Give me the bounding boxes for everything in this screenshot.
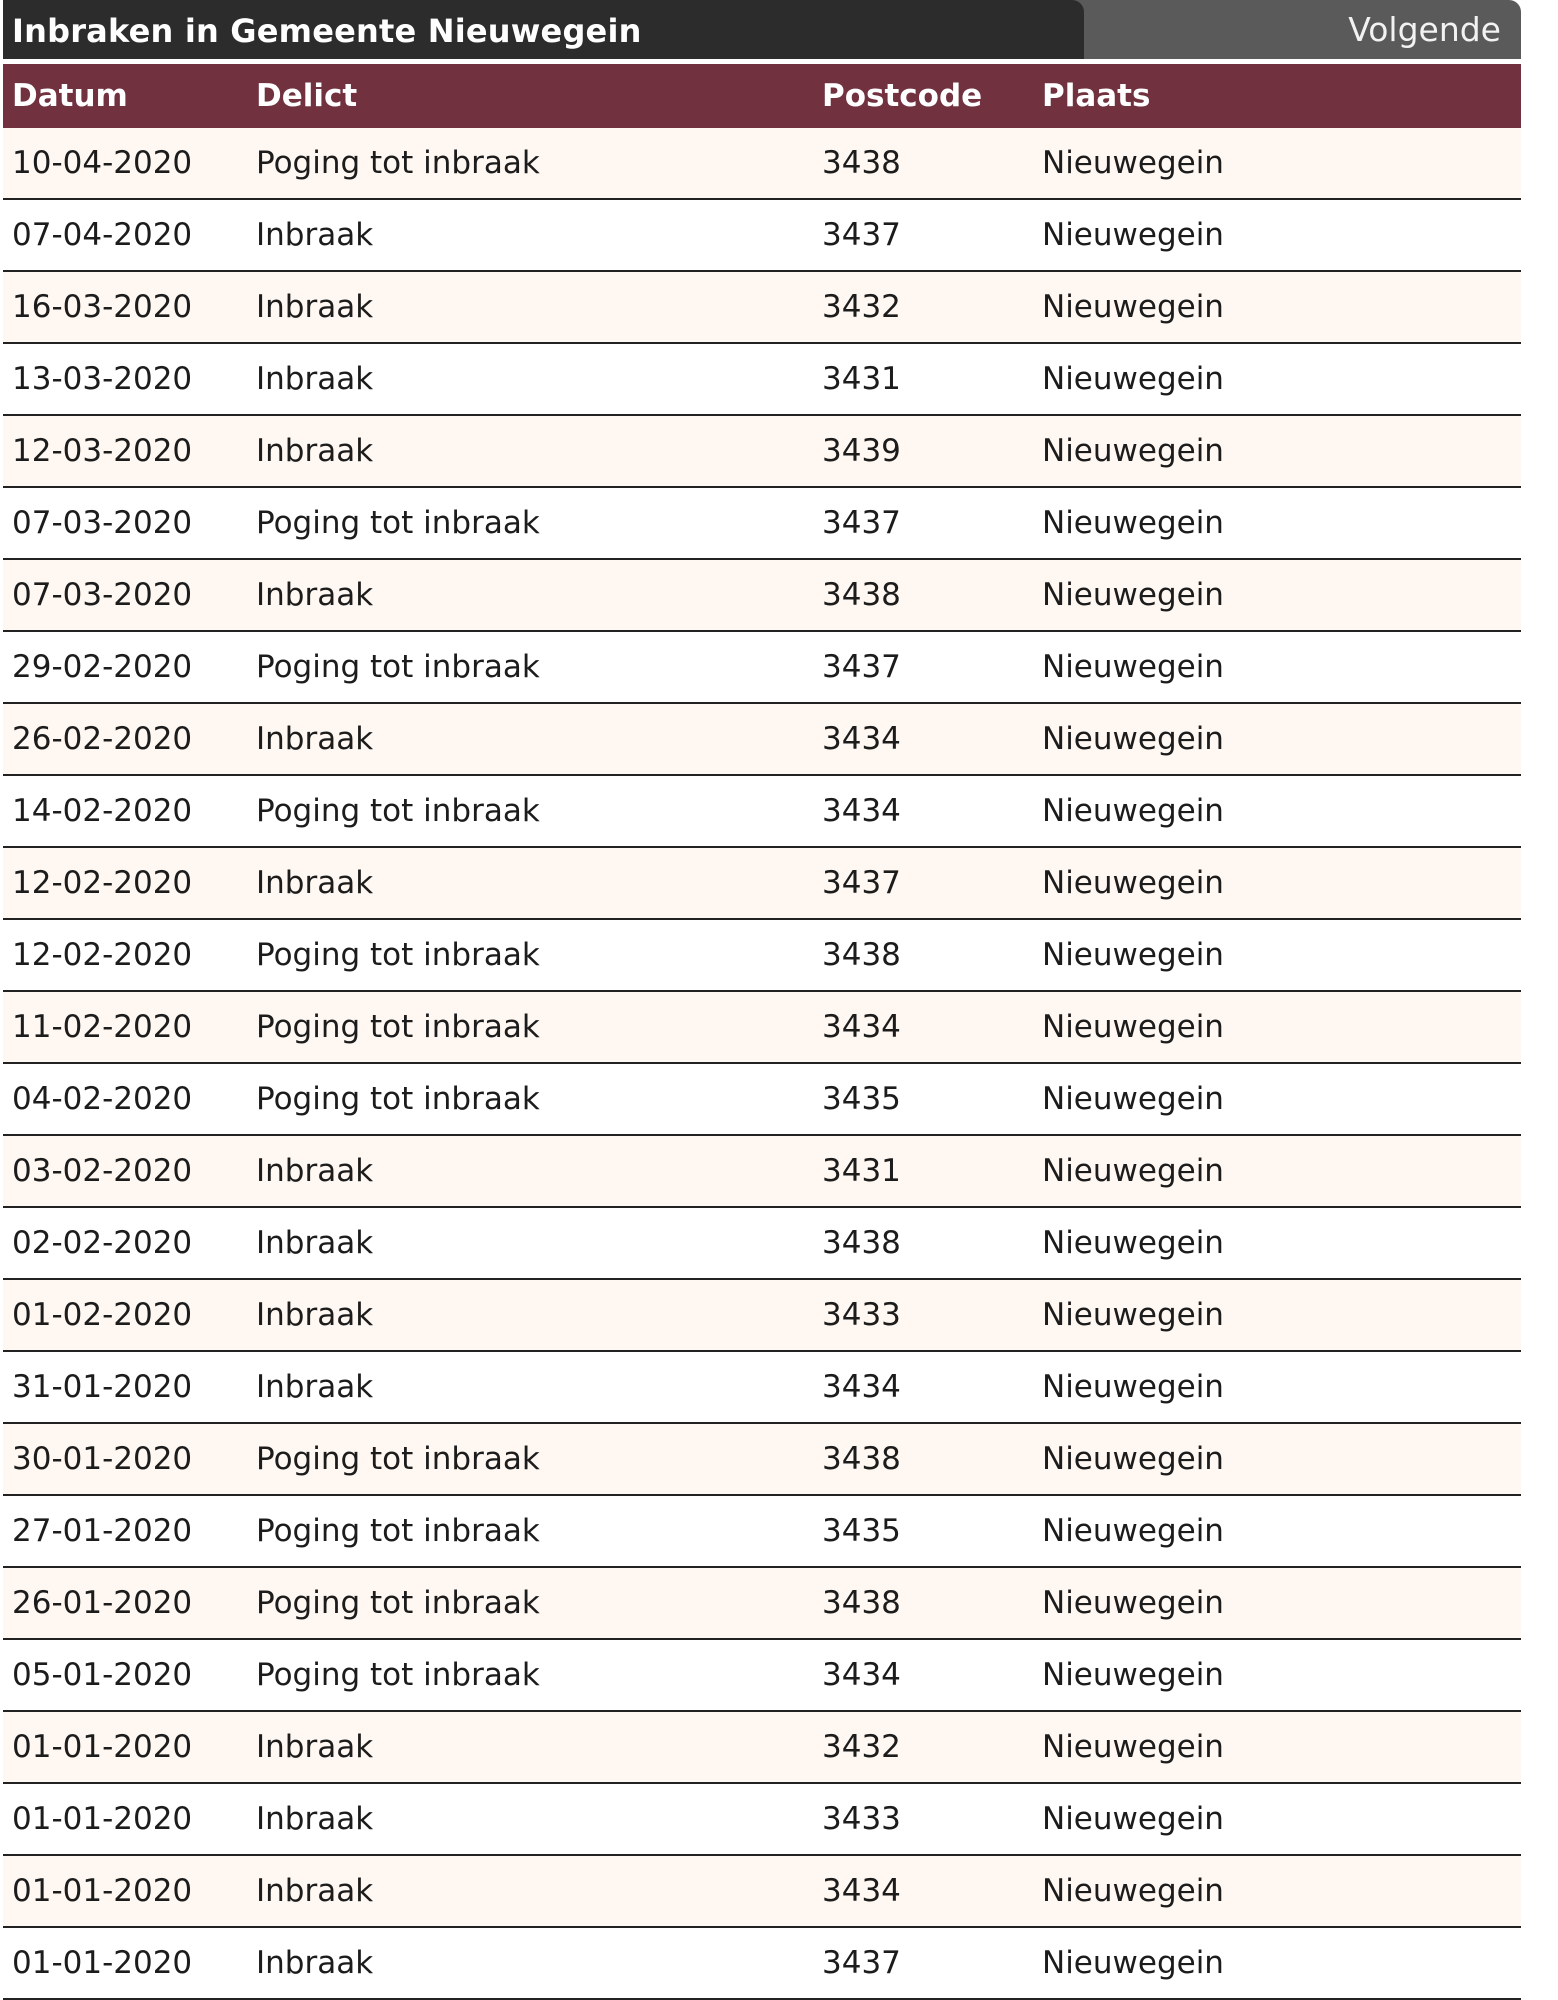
cell-plaats: Nieuwegein [1042, 1945, 1224, 1981]
cell-plaats: Nieuwegein [1042, 361, 1224, 397]
table-row [3, 1568, 1521, 1640]
cell-delict: Inbraak [256, 865, 374, 901]
table-row [3, 1496, 1521, 1568]
table-row [3, 200, 1521, 272]
table-row [3, 1784, 1521, 1856]
cell-datum: 12-02-2020 [12, 865, 193, 901]
cell-plaats: Nieuwegein [1042, 1225, 1224, 1261]
table-row [3, 344, 1521, 416]
table-row [3, 1640, 1521, 1712]
cell-postcode: 3431 [822, 1153, 901, 1189]
table-row [3, 488, 1521, 560]
cell-postcode: 3437 [822, 649, 901, 685]
table-row [3, 776, 1521, 848]
cell-delict: Inbraak [256, 361, 374, 397]
cell-postcode: 3434 [822, 793, 901, 829]
cell-plaats: Nieuwegein [1042, 1585, 1224, 1621]
cell-delict: Inbraak [256, 217, 374, 253]
cell-delict: Inbraak [256, 1225, 374, 1261]
cell-plaats: Nieuwegein [1042, 145, 1224, 181]
next-button[interactable]: Volgende [1348, 10, 1501, 49]
cell-plaats: Nieuwegein [1042, 1873, 1224, 1909]
cell-postcode: 3433 [822, 1297, 901, 1333]
cell-datum: 11-02-2020 [12, 1009, 193, 1045]
cell-postcode: 3435 [822, 1081, 901, 1117]
cell-plaats: Nieuwegein [1042, 721, 1224, 757]
cell-delict: Inbraak [256, 289, 374, 325]
cell-plaats: Nieuwegein [1042, 1297, 1224, 1333]
cell-postcode: 3434 [822, 1873, 901, 1909]
cell-delict: Poging tot inbraak [256, 1585, 540, 1621]
cell-postcode: 3438 [822, 1585, 901, 1621]
cell-postcode: 3438 [822, 145, 901, 181]
cell-delict: Poging tot inbraak [256, 505, 540, 541]
cell-plaats: Nieuwegein [1042, 1153, 1224, 1189]
cell-datum: 01-01-2020 [12, 1801, 193, 1837]
table-row [3, 848, 1521, 920]
table-row [3, 560, 1521, 632]
cell-delict: Inbraak [256, 1153, 374, 1189]
cell-delict: Poging tot inbraak [256, 649, 540, 685]
cell-plaats: Nieuwegein [1042, 217, 1224, 253]
cell-datum: 26-02-2020 [12, 721, 193, 757]
cell-postcode: 3437 [822, 505, 901, 541]
cell-postcode: 3438 [822, 1225, 901, 1261]
cell-delict: Poging tot inbraak [256, 1657, 540, 1693]
cell-postcode: 3434 [822, 1657, 901, 1693]
cell-postcode: 3438 [822, 577, 901, 613]
cell-datum: 07-03-2020 [12, 505, 193, 541]
cell-postcode: 3437 [822, 865, 901, 901]
table-row [3, 1856, 1521, 1928]
cell-datum: 31-01-2020 [12, 1369, 193, 1405]
cell-delict: Inbraak [256, 433, 374, 469]
table-row [3, 1712, 1521, 1784]
cell-datum: 29-02-2020 [12, 649, 193, 685]
cell-delict: Inbraak [256, 1873, 374, 1909]
cell-plaats: Nieuwegein [1042, 1729, 1224, 1765]
cell-delict: Poging tot inbraak [256, 793, 540, 829]
title-tab [3, 0, 1084, 59]
cell-datum: 14-02-2020 [12, 793, 193, 829]
cell-delict: Inbraak [256, 1729, 374, 1765]
table-row [3, 1280, 1521, 1352]
cell-delict: Poging tot inbraak [256, 1009, 540, 1045]
cell-datum: 01-01-2020 [12, 1729, 193, 1765]
cell-plaats: Nieuwegein [1042, 793, 1224, 829]
cell-plaats: Nieuwegein [1042, 289, 1224, 325]
cell-plaats: Nieuwegein [1042, 1081, 1224, 1117]
cell-delict: Inbraak [256, 721, 374, 757]
cell-postcode: 3431 [822, 361, 901, 397]
cell-datum: 02-02-2020 [12, 1225, 193, 1261]
table-row [3, 1352, 1521, 1424]
cell-delict: Inbraak [256, 577, 374, 613]
table-row [3, 272, 1521, 344]
table-row [3, 1208, 1521, 1280]
table-row [3, 920, 1521, 992]
cell-postcode: 3432 [822, 1729, 901, 1765]
cell-postcode: 3432 [822, 289, 901, 325]
cell-plaats: Nieuwegein [1042, 1441, 1224, 1477]
column-header-delict: Delict [256, 78, 358, 114]
cell-postcode: 3439 [822, 433, 901, 469]
cell-delict: Poging tot inbraak [256, 1513, 540, 1549]
table-row [3, 1424, 1521, 1496]
table-body [3, 128, 1521, 2000]
cell-plaats: Nieuwegein [1042, 865, 1224, 901]
table-row [3, 1064, 1521, 1136]
table-header [3, 64, 1521, 128]
page-title: Inbraken in Gemeente Nieuwegein [12, 11, 642, 50]
cell-postcode: 3435 [822, 1513, 901, 1549]
title-bar [3, 0, 1521, 59]
column-header-datum: Datum [12, 78, 128, 114]
cell-datum: 01-01-2020 [12, 1873, 193, 1909]
burglary-panel [3, 0, 1521, 2000]
cell-datum: 04-02-2020 [12, 1081, 193, 1117]
cell-datum: 13-03-2020 [12, 361, 193, 397]
cell-plaats: Nieuwegein [1042, 1369, 1224, 1405]
cell-postcode: 3438 [822, 937, 901, 973]
table-row [3, 992, 1521, 1064]
cell-delict: Inbraak [256, 1801, 374, 1837]
cell-delict: Poging tot inbraak [256, 1081, 540, 1117]
cell-datum: 03-02-2020 [12, 1153, 193, 1189]
cell-datum: 30-01-2020 [12, 1441, 193, 1477]
cell-plaats: Nieuwegein [1042, 1657, 1224, 1693]
cell-datum: 16-03-2020 [12, 289, 193, 325]
table-row [3, 632, 1521, 704]
cell-delict: Inbraak [256, 1297, 374, 1333]
cell-datum: 12-02-2020 [12, 937, 193, 973]
cell-plaats: Nieuwegein [1042, 649, 1224, 685]
table-row [3, 1136, 1521, 1208]
cell-postcode: 3434 [822, 1369, 901, 1405]
cell-postcode: 3438 [822, 1441, 901, 1477]
cell-datum: 05-01-2020 [12, 1657, 193, 1693]
cell-postcode: 3433 [822, 1801, 901, 1837]
column-header-plaats: Plaats [1042, 78, 1151, 114]
cell-datum: 26-01-2020 [12, 1585, 193, 1621]
cell-delict: Inbraak [256, 1945, 374, 1981]
cell-postcode: 3434 [822, 721, 901, 757]
cell-datum: 01-01-2020 [12, 1945, 193, 1981]
column-header-postcode: Postcode [822, 78, 983, 114]
cell-plaats: Nieuwegein [1042, 433, 1224, 469]
cell-postcode: 3437 [822, 1945, 901, 1981]
cell-datum: 12-03-2020 [12, 433, 193, 469]
cell-plaats: Nieuwegein [1042, 937, 1224, 973]
cell-postcode: 3434 [822, 1009, 901, 1045]
table-row [3, 128, 1521, 200]
cell-datum: 10-04-2020 [12, 145, 193, 181]
cell-plaats: Nieuwegein [1042, 577, 1224, 613]
cell-plaats: Nieuwegein [1042, 1513, 1224, 1549]
cell-plaats: Nieuwegein [1042, 505, 1224, 541]
cell-datum: 27-01-2020 [12, 1513, 193, 1549]
cell-plaats: Nieuwegein [1042, 1009, 1224, 1045]
cell-delict: Poging tot inbraak [256, 1441, 540, 1477]
table-row [3, 416, 1521, 488]
table-row [3, 704, 1521, 776]
cell-datum: 01-02-2020 [12, 1297, 193, 1333]
cell-plaats: Nieuwegein [1042, 1801, 1224, 1837]
table-row [3, 1928, 1521, 2000]
cell-delict: Poging tot inbraak [256, 145, 540, 181]
cell-delict: Poging tot inbraak [256, 937, 540, 973]
cell-delict: Inbraak [256, 1369, 374, 1405]
cell-datum: 07-04-2020 [12, 217, 193, 253]
cell-datum: 07-03-2020 [12, 577, 193, 613]
cell-postcode: 3437 [822, 217, 901, 253]
